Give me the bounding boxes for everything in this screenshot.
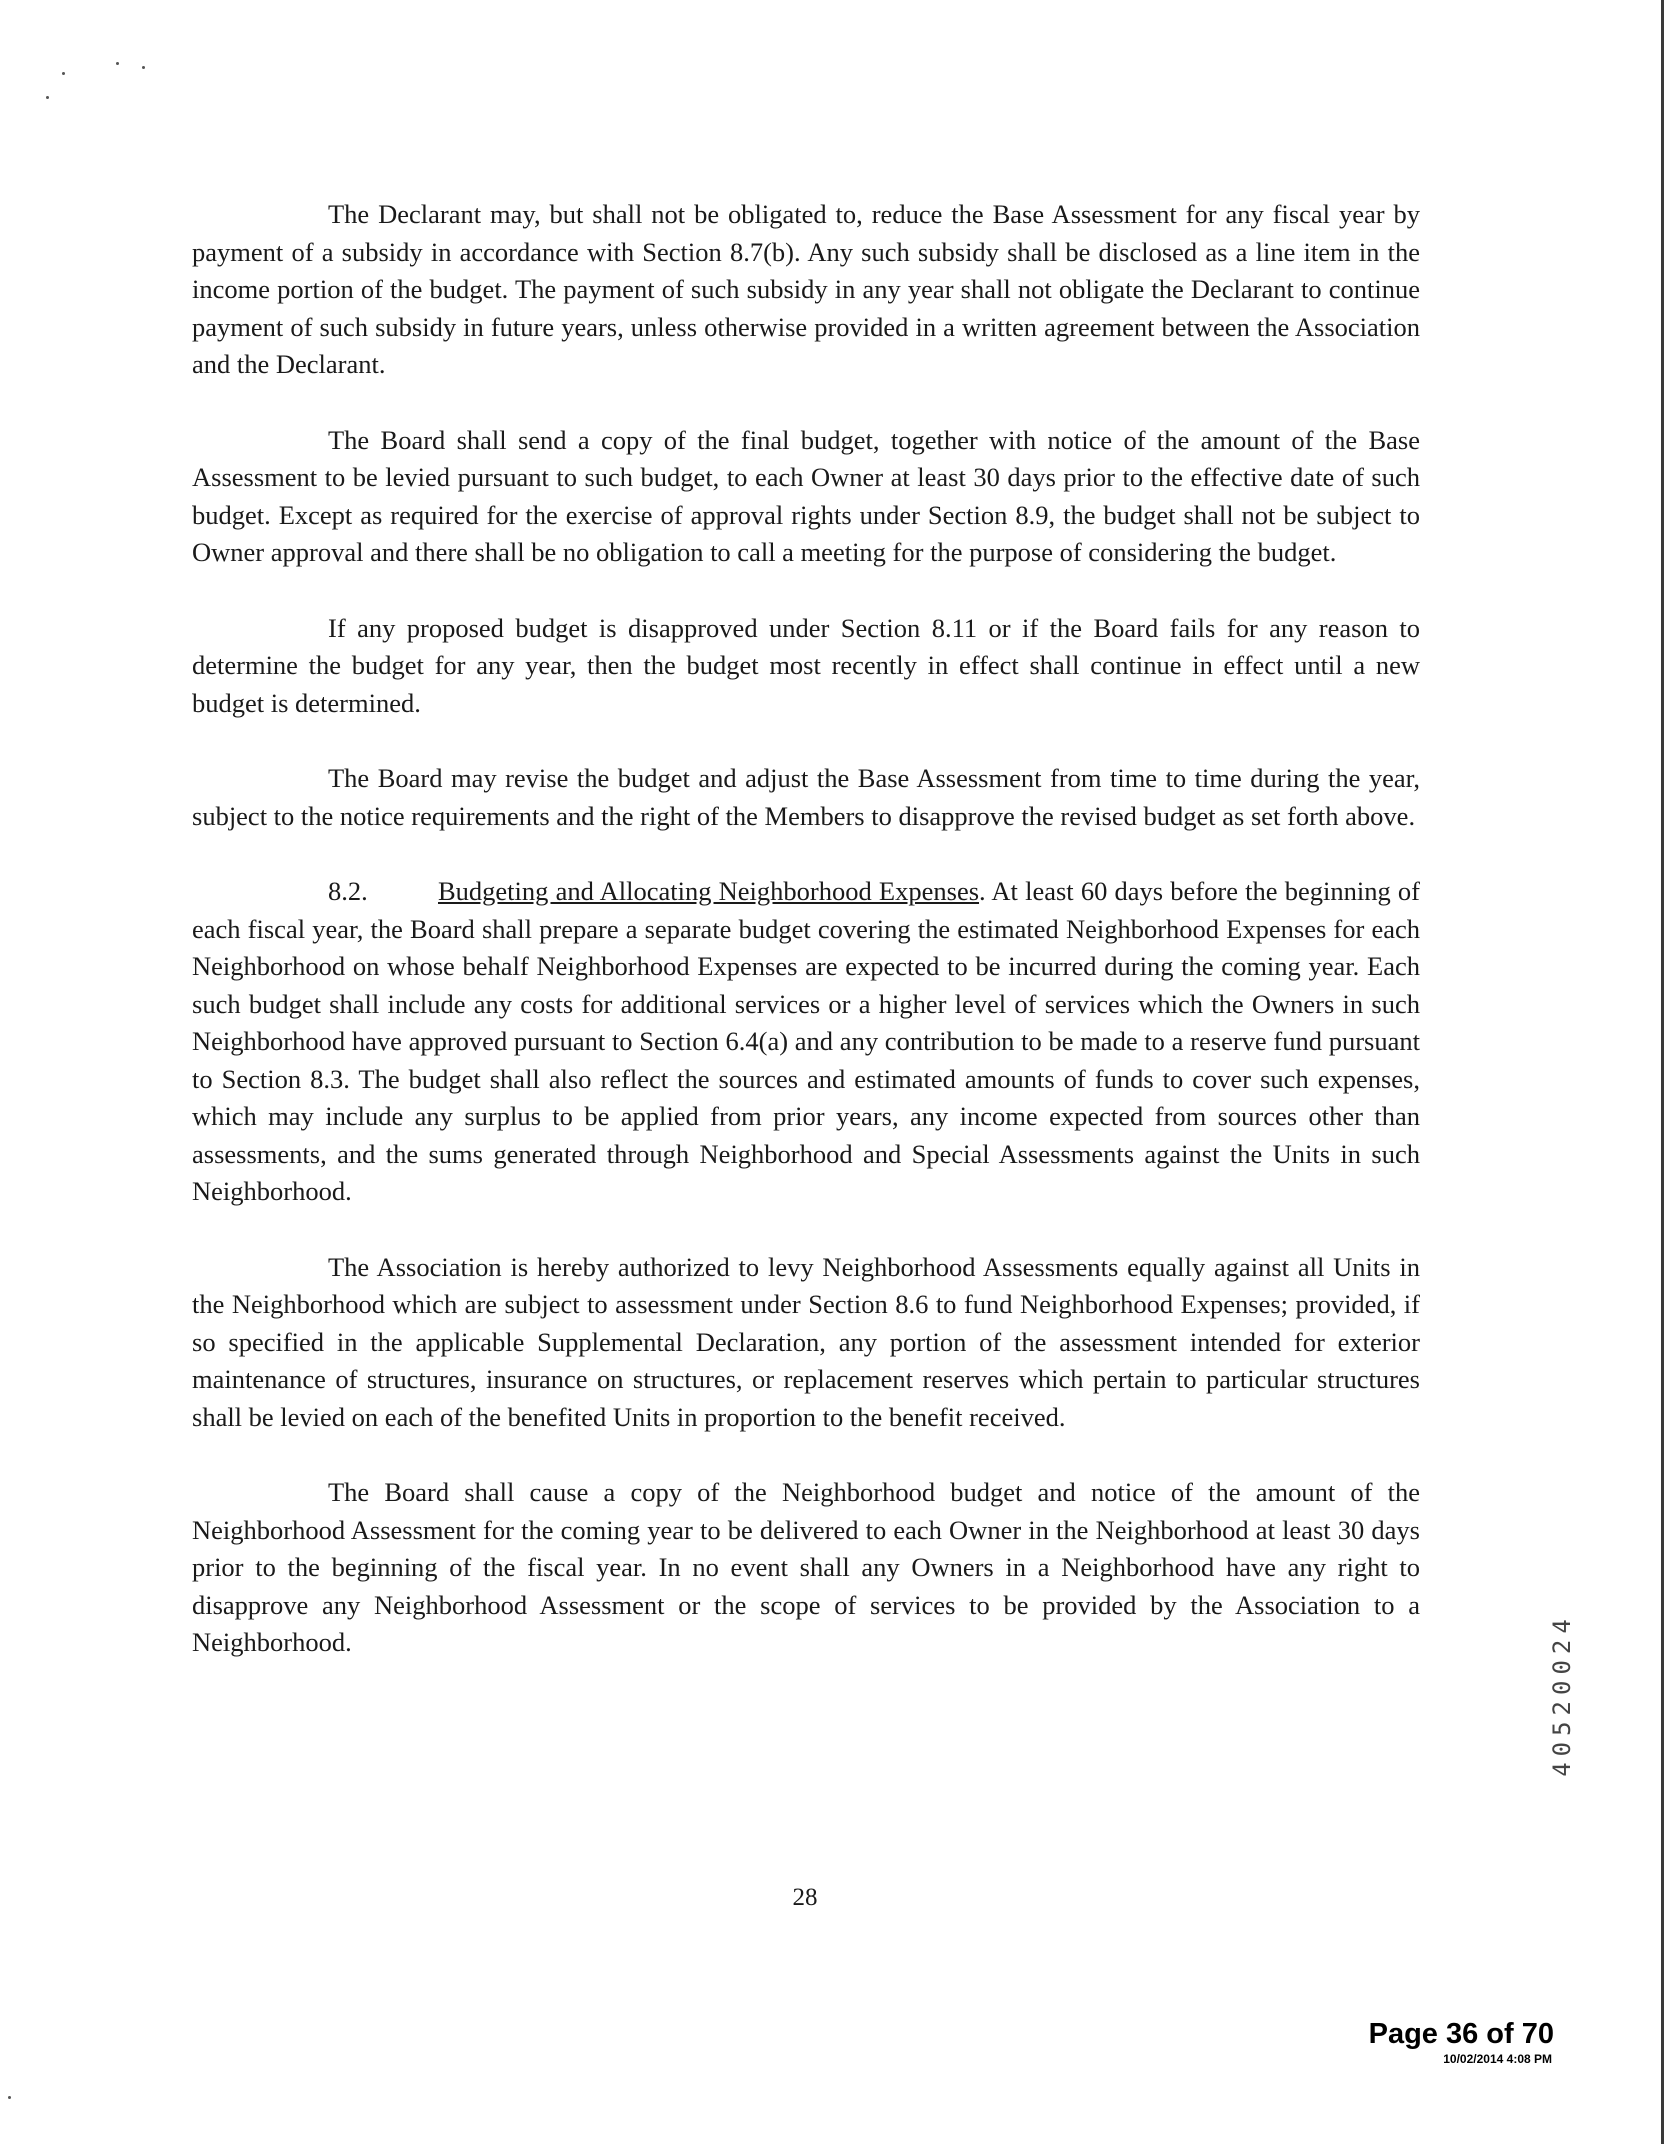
- scan-speck: [8, 2096, 11, 2099]
- scan-speck: [116, 62, 119, 65]
- margin-stamp-text: 40520024: [1548, 1613, 1576, 1777]
- section-8-2: [192, 873, 1420, 1211]
- margin-stamp: [1542, 1530, 1582, 1860]
- paragraph-final-budget: The Board shall send a copy of the final budget, together with notice of the amount of the Base Assessment to be levied pursuant to such budget, to each Owner at least 30 days prior to the effective date of such budget. Except as required for the exercise of approval rights under Section 8.9, the budget shall not be subject to Owner approval and there shall be no obligation to call a meeting for the purpose of considering the budget.: [192, 424, 1420, 567]
- paragraph-neighborhood-budget-notice: The Board shall cause a copy of the Neighborhood budget and notice of the amount of the Neighborhood Assessment for the coming year to be delivered to each Owner in the Neighborhood at least 30 days prior to the beginning of the fiscal year. In no event shall any Owners in a Neighborhood have any right to disapprove any Neighborhood Assessment or the scope of services to be provided by the Association to a Neighborhood.: [192, 1477, 1420, 1657]
- section-title: Budgeting and Allocating Neighborhood Expenses: [438, 876, 980, 906]
- paragraph-levy-assessments: The Association is hereby authorized to levy Neighborhood Assessments equally against all Units in the Neighborhood which are subject to assessment under Section 8.6 to fund Neighborhood Expenses; provided, if so specified in the applicable Supplemental Declaration, any portion of the assessment intended for exterior maintenance of structures, insurance on structures, or replacement reserves which pertain to particular structures shall be levied on each of the benefited Units in proportion to the benefit received.: [192, 1251, 1420, 1432]
- page-number: 28: [792, 1884, 818, 1911]
- footer-timestamp: 10/02/2014 4:08 PM: [1443, 2052, 1552, 2066]
- page-count-label: Page 36 of 70: [1368, 2018, 1554, 2050]
- paragraph-disapproved-budget: If any proposed budget is disapproved under Section 8.11 or if the Board fails for any reason to determine the budget for any year, then the budget most recently in effect shall continue in effect until a new budget is determined.: [192, 612, 1420, 718]
- section-text: . At least 60 days before the beginning of each fiscal year, the Board shall prepare a separate budget covering the estimated Neighborhood Expenses for each Neighborhood on whose behalf Neighborhood Expenses are expected to be incurred during the coming year. Each such budget shall include any costs for additional services or a higher level of services which the Owners in such Neighborhood have approved pursuant to Section 6.4(a) and any contribution to be made to a reserve fund pursuant to Section 8.3. The budget shall also reflect the sources and estimated amounts of funds to cover such expenses, which may include any surplus to be applied from prior years, any income expected from sources other than assessments, and the sums generated through Neighborhood and Special Assessments against the Units in such Neighborhood.: [192, 876, 1420, 1206]
- document-body: [192, 196, 1420, 1700]
- section-number: 8.2.: [328, 876, 368, 906]
- scan-speck: [142, 66, 145, 69]
- scan-speck: [46, 96, 49, 99]
- paragraph-revise-budget: The Board may revise the budget and adjust the Base Assessment from time to time during the year, subject to the notice requirements and the right of the Members to disapprove the revised budget as set forth above.: [192, 763, 1420, 831]
- scan-speck: [62, 72, 65, 75]
- paragraph-subsidy: The Declarant may, but shall not be obligated to, reduce the Base Assessment for any fiscal year by payment of a subsidy in accordance with Section 8.7(b). Any such subsidy shall be disclosed as a line item in the income portion of the budget. The payment of such subsidy in any year shall not obligate the Declarant to continue payment of such subsidy in future years, unless otherwise provided in a written agreement between the Association and the Declarant.: [192, 199, 1420, 379]
